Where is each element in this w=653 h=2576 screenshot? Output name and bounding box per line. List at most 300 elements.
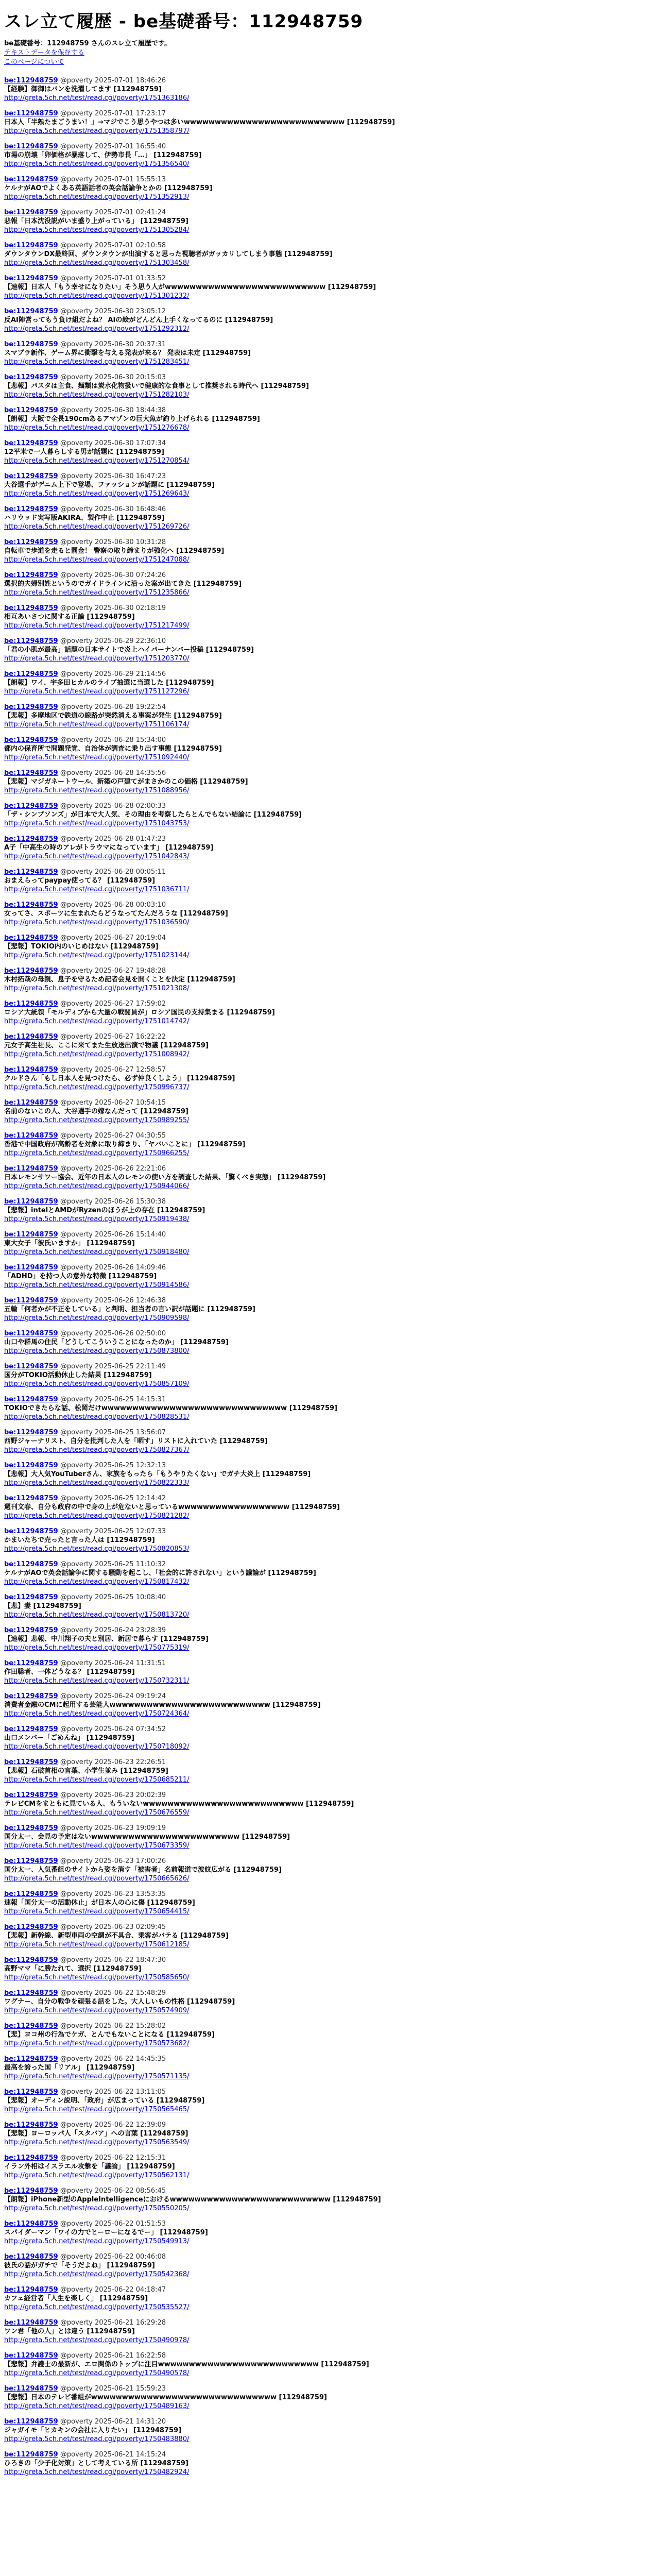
thread-header-line [4,1263,649,1272]
thread-url-row [4,786,649,795]
poster-be-link[interactable]: be:112948759 [4,2418,58,2426]
thread-url-link[interactable]: http://greta.5ch.net/test/read.cgi/poverty/1750775319/ [4,1644,190,1652]
thread-header-line [4,1725,649,1734]
thread-url-link[interactable]: http://greta.5ch.net/test/read.cgi/poverty/1750571135/ [4,2073,190,2080]
thread-url-link[interactable]: http://greta.5ch.net/test/read.cgi/poverty/1750822333/ [4,1479,190,1487]
board-and-timestamp: @poverty 2025-06-30 02:18:19 [60,604,166,612]
board-and-timestamp: @poverty 2025-06-28 19:22:54 [60,703,166,711]
thread-title: ひろきの「少子化対策」として考えている所 [112948759] [4,2460,188,2467]
thread-url-row [4,687,649,696]
thread-url-link[interactable]: http://greta.5ch.net/test/read.cgi/poverty/1750665626/ [4,1875,190,1883]
poster-be-link[interactable]: be:112948759 [4,2022,58,2030]
thread-title: ケルナがAOで英会話論争に関する騒動を起こし、「社会的に許されない」という議論が [112948759] [4,1569,316,1577]
poster-be-link[interactable]: be:112948759 [4,2088,58,2096]
thread-header-line [4,538,649,547]
poster-be-link[interactable]: be:112948759 [4,1956,58,1964]
thread-url-link[interactable]: http://greta.5ch.net/test/read.cgi/poverty/1751036711/ [4,886,190,893]
poster-be-link[interactable]: be:112948759 [4,1297,58,1304]
thread-url-row [4,2072,649,2081]
board-and-timestamp: @poverty 2025-06-30 16:47:23 [60,472,166,480]
poster-be-link[interactable]: be:112948759 [4,1165,58,1173]
thread-history-item [4,1428,649,1461]
thread-url-link[interactable]: http://greta.5ch.net/test/read.cgi/poverty/1750919438/ [4,1215,190,1223]
poster-be-link[interactable]: be:112948759 [4,1495,58,1502]
thread-header-line [4,1230,649,1239]
thread-url-row [4,588,649,597]
thread-url-link[interactable]: http://greta.5ch.net/test/read.cgi/poverty/1750612185/ [4,1941,190,1948]
poster-be-link[interactable]: be:112948759 [4,736,58,744]
thread-url-link[interactable]: http://greta.5ch.net/test/read.cgi/poverty/1751283451/ [4,358,190,366]
thread-title: ケルナがAOでよくある英語話者の英会話論争とかの [112948759] [4,184,213,192]
thread-url-link[interactable]: http://greta.5ch.net/test/read.cgi/poverty/1751270854/ [4,457,190,465]
poster-be-link[interactable]: be:112948759 [4,1264,58,1272]
thread-header-line [4,2187,649,2195]
thread-url-row [4,1050,649,1059]
thread-url-row [4,94,649,103]
thread-url-row [4,1874,649,1883]
thread-history-item [4,1230,649,1263]
thread-title: 【悲報】石破首相の言葉、小学生並み [112948759] [4,1767,168,1775]
thread-url-link[interactable]: http://greta.5ch.net/test/read.cgi/poverty/1751247088/ [4,556,190,564]
thread-url-link[interactable]: http://greta.5ch.net/test/read.cgi/poverty/1751036590/ [4,919,190,926]
poster-be-link[interactable]: be:112948759 [4,1692,58,1700]
thread-url-row [4,1775,649,1784]
thread-url-link[interactable]: http://greta.5ch.net/test/read.cgi/poverty/1750685211/ [4,1776,190,1784]
poster-be-link[interactable]: be:112948759 [4,209,58,216]
poster-be-link[interactable]: be:112948759 [4,1857,58,1865]
thread-history-item [4,1098,649,1131]
board-and-timestamp: @poverty 2025-06-25 13:56:07 [60,1429,166,1436]
poster-be-link[interactable]: be:112948759 [4,571,58,579]
thread-url-link[interactable]: http://greta.5ch.net/test/read.cgi/poverty/1750914586/ [4,1281,190,1289]
thread-url-link[interactable]: http://greta.5ch.net/test/read.cgi/poverty/1750820853/ [4,1545,190,1553]
thread-history-item [4,2351,649,2384]
thread-title: 香港で中国政府が高齢者を対象に取り締まり、「ヤバいことに」 [112948759] [4,1141,246,1148]
board-and-timestamp: @poverty 2025-06-22 12:39:09 [60,2121,166,2129]
poster-be-link[interactable]: be:112948759 [4,1824,58,1832]
thread-url-row [4,325,649,333]
thread-url-link[interactable]: http://greta.5ch.net/test/read.cgi/poverty/1751106174/ [4,721,190,728]
thread-title: おまえらってpaypay使ってる？ [112948759] [4,877,156,885]
thread-url-row [4,1446,649,1454]
poster-be-link[interactable]: be:112948759 [4,868,58,876]
board-and-timestamp: @poverty 2025-06-23 13:53:35 [60,1890,166,1898]
thread-url-link[interactable]: http://greta.5ch.net/test/read.cgi/poverty/1751023144/ [4,952,190,959]
thread-url-row [4,951,649,960]
thread-title: 【悲報】大人気YouTuberさん、家族をもったら「もうやりたくない」でガチ大炎上 [112948759] [4,1470,311,1478]
thread-url-link[interactable]: http://greta.5ch.net/test/read.cgi/poverty/1750813720/ [4,1611,190,1619]
board-and-timestamp: @poverty 2025-06-23 17:00:26 [60,1857,166,1865]
thread-header-line [4,1032,649,1041]
thread-header-line [4,1461,649,1470]
thread-url-link[interactable]: http://greta.5ch.net/test/read.cgi/poverty/1750483880/ [4,2435,190,2443]
thread-header-line [4,1296,649,1305]
thread-header-line [4,670,649,679]
poster-be-link[interactable]: be:112948759 [4,703,58,711]
poster-be-link[interactable]: be:112948759 [4,1033,58,1041]
poster-be-link[interactable]: be:112948759 [4,538,58,546]
poster-be-link[interactable]: be:112948759 [4,802,58,810]
thread-url-link[interactable]: http://greta.5ch.net/test/read.cgi/poverty/1750482924/ [4,2468,190,2476]
thread-url-link[interactable]: http://greta.5ch.net/test/read.cgi/poverty/1750909598/ [4,1314,190,1322]
board-and-timestamp: @poverty 2025-06-30 18:44:38 [60,406,166,414]
thread-history-item [4,2285,649,2318]
thread-url-link[interactable]: http://greta.5ch.net/test/read.cgi/poverty/1751008942/ [4,1050,190,1058]
thread-history-item [4,406,649,439]
board-and-timestamp: @poverty 2025-06-21 15:59:23 [60,2385,166,2393]
board-and-timestamp: @poverty 2025-07-01 02:41:24 [60,209,166,216]
thread-title: ワグナー、自分の戦争を頑張る話をした。大人しいもの性格 [112948759] [4,1998,235,2006]
thread-url-row [4,2336,649,2345]
poster-be-link[interactable]: be:112948759 [4,1989,58,1997]
thread-url-row [4,1347,649,1355]
poster-be-link[interactable]: be:112948759 [4,2286,58,2294]
thread-url-link[interactable]: http://greta.5ch.net/test/read.cgi/poverty/1750654415/ [4,1908,190,1916]
thread-title: 12平米で一人暮らしする男が話題に [112948759] [4,448,164,456]
poster-be-link[interactable]: be:112948759 [4,2187,58,2195]
thread-header-line [4,307,649,316]
thread-title: 消費者金融のCMに起用する芸能人wwwwwwwwwwwwwwwwwwwwwwwwww [112948759] [4,1701,321,1709]
thread-header-line [4,934,649,942]
thread-url-link[interactable]: http://greta.5ch.net/test/read.cgi/poverty/1751363186/ [4,94,190,102]
board-and-timestamp: @poverty 2025-06-25 12:07:33 [60,1528,166,1535]
thread-title: テレビCMをまともに見ている人、もういないwwwwwwwwwwwwwwwwwwwwwwwwww [112948759] [4,1800,354,1808]
thread-history-item [4,1758,649,1791]
poster-be-link[interactable]: be:112948759 [4,2319,58,2327]
thread-url-link[interactable]: http://greta.5ch.net/test/read.cgi/poverty/1750966255/ [4,1149,190,1157]
thread-header-line [4,1428,649,1437]
poster-be-link[interactable]: be:112948759 [4,2154,58,2162]
thread-history-item [4,1857,649,1890]
thread-url-link[interactable]: http://greta.5ch.net/test/read.cgi/poverty/1750996737/ [4,1083,190,1091]
thread-url-link[interactable]: http://greta.5ch.net/test/read.cgi/poverty/1751203770/ [4,655,190,663]
board-and-timestamp: @poverty 2025-06-21 16:22:58 [60,2352,166,2360]
thread-url-link[interactable]: http://greta.5ch.net/test/read.cgi/poverty/1750562131/ [4,2172,190,2179]
thread-header-line [4,241,649,250]
thread-header-line [4,2088,649,2096]
thread-url-row [4,2237,649,2246]
poster-be-link[interactable]: be:112948759 [4,1000,58,1008]
thread-title: イラン外相はイスラエル攻撃を「議論」 [112948759] [4,2163,175,2171]
board-and-timestamp: @poverty 2025-06-22 13:11:05 [60,2088,166,2096]
thread-url-link[interactable]: http://greta.5ch.net/test/read.cgi/poverty/1750563549/ [4,2139,190,2146]
thread-title: 【悲報】日本のテレビ番組がwwwwwwwwwwwwwwwwwwwwwwwwwwwwww [112948759] [4,2394,327,2401]
thread-history-item [4,1461,649,1494]
poster-be-link[interactable]: be:112948759 [4,670,58,678]
thread-title: 【悲報】TOKIO内のいじめはない [112948759] [4,943,159,951]
thread-header-line [4,2055,649,2063]
thread-url-link[interactable]: http://greta.5ch.net/test/read.cgi/poverty/1750873800/ [4,1347,190,1355]
about-page-link[interactable]: このページについて [4,58,64,66]
poster-be-link[interactable]: be:112948759 [4,2451,58,2459]
thread-header-line [4,1791,649,1800]
thread-title: スマブラ新作、ゲーム界に衝撃を与える発表が来る？ 発表は未定 [112948759] [4,349,251,357]
poster-be-link[interactable]: be:112948759 [4,1659,58,1667]
thread-header-line [4,175,649,184]
thread-history-item [4,1956,649,1989]
thread-title: 速報「国分太一の活動休止」が日本人の心に傷 [112948759] [4,1899,195,1907]
thread-url-link[interactable]: http://greta.5ch.net/test/read.cgi/poverty/1750542368/ [4,2270,190,2278]
poster-be-link[interactable]: be:112948759 [4,1561,58,1568]
poster-be-link[interactable]: be:112948759 [4,110,58,117]
poster-be-link[interactable]: be:112948759 [4,1791,58,1799]
thread-header-line [4,1329,649,1338]
thread-url-row [4,2171,649,2180]
thread-url-link[interactable]: http://greta.5ch.net/test/read.cgi/poverty/1750574909/ [4,2007,190,2014]
poster-be-link[interactable]: be:112948759 [4,308,58,315]
thread-url-link[interactable]: http://greta.5ch.net/test/read.cgi/poverty/1750673359/ [4,1842,190,1850]
thread-url-row [4,1413,649,1421]
thread-title: 自転車で歩道を走ると罰金！ 警察の取り締まりが強化へ [112948759] [4,547,225,555]
board-and-timestamp: @poverty 2025-06-24 11:31:51 [60,1659,166,1667]
thread-url-link[interactable]: http://greta.5ch.net/test/read.cgi/poverty/1750828531/ [4,1413,190,1421]
board-and-timestamp: @poverty 2025-06-28 01:47:23 [60,835,166,843]
thread-history-item [4,1824,649,1857]
board-and-timestamp: @poverty 2025-06-26 15:14:40 [60,1231,166,1239]
thread-url-link[interactable]: http://greta.5ch.net/test/read.cgi/poverty/1750490978/ [4,2336,190,2344]
thread-url-link[interactable]: http://greta.5ch.net/test/read.cgi/poverty/1750817432/ [4,1578,190,1586]
thread-url-link[interactable]: http://greta.5ch.net/test/read.cgi/poverty/1751305284/ [4,226,190,234]
thread-url-row [4,1017,649,1026]
thread-title: 木村拓哉の母親、息子を守るため記者会見を開くことを決定 [112948759] [4,976,235,984]
thread-url-row [4,720,649,729]
thread-history-item [4,2055,649,2088]
thread-url-row [4,1973,649,1982]
thread-header-line [4,2384,649,2393]
poster-be-link[interactable]: be:112948759 [4,637,58,645]
thread-title: 市場の崩壊「卵価格が暴落して、伊勢市長「…」 [112948759] [4,151,202,159]
thread-url-link[interactable]: http://greta.5ch.net/test/read.cgi/poverty/1751352913/ [4,193,190,201]
thread-header-line [4,769,649,777]
board-and-timestamp: @poverty 2025-06-28 14:35:56 [60,769,166,777]
poster-be-link[interactable]: be:112948759 [4,374,58,381]
thread-url-link[interactable]: http://greta.5ch.net/test/read.cgi/poverty/1750573682/ [4,2040,190,2047]
poster-be-link[interactable]: be:112948759 [4,242,58,249]
thread-title: 反AI陣営ってもう負け組だよね？ AIの絵がどんどん上手くなってるのに [112948759] [4,316,273,324]
thread-title: クルドさん「もし日本人を見つけたら、必ず仲良くしよう」 [112948759] [4,1075,235,1082]
thread-title: スパイダーマン「ワイの力でヒーローになるでー」 [112948759] [4,2229,208,2236]
thread-url-link[interactable]: http://greta.5ch.net/test/read.cgi/poverty/1751303458/ [4,259,190,267]
poster-be-link[interactable]: be:112948759 [4,439,58,447]
thread-header-line [4,1098,649,1107]
thread-url-link[interactable]: http://greta.5ch.net/test/read.cgi/poverty/1751358797/ [4,127,190,135]
thread-url-row [4,1248,649,1257]
board-and-timestamp: @poverty 2025-06-21 16:29:28 [60,2319,166,2327]
thread-header-line [4,736,649,744]
thread-url-link[interactable]: http://greta.5ch.net/test/read.cgi/poverty/1750676559/ [4,1809,190,1817]
poster-be-link[interactable]: be:112948759 [4,472,58,480]
thread-url-link[interactable]: http://greta.5ch.net/test/read.cgi/poverty/1751042843/ [4,853,190,860]
thread-url-link[interactable]: http://greta.5ch.net/test/read.cgi/poverty/1751269726/ [4,523,190,531]
thread-url-link[interactable]: http://greta.5ch.net/test/read.cgi/poverty/1751043753/ [4,820,190,827]
thread-url-link[interactable]: http://greta.5ch.net/test/read.cgi/poverty/1750989255/ [4,1116,190,1124]
thread-header-line [4,1164,649,1173]
thread-header-line [4,1494,649,1503]
poster-be-link[interactable]: be:112948759 [4,769,58,777]
board-and-timestamp: @poverty 2025-06-28 02:00:33 [60,802,166,810]
poster-be-link[interactable]: be:112948759 [4,176,58,183]
thread-url-link[interactable]: http://greta.5ch.net/test/read.cgi/poverty/1750944066/ [4,1182,190,1190]
thread-title: 【速報】日本人「もう幸せになりたい」そう思う人がwwwwwwwwwwwwwwwwwwwwwwwwww [112948759] [4,283,376,291]
poster-be-link[interactable]: be:112948759 [4,406,58,414]
thread-url-link[interactable]: http://greta.5ch.net/test/read.cgi/poverty/1751092440/ [4,754,190,761]
thread-url-link[interactable]: http://greta.5ch.net/test/read.cgi/poverty/1750550205/ [4,2205,190,2212]
thread-header-line [4,2154,649,2162]
poster-be-link[interactable]: be:112948759 [4,1396,58,1403]
thread-title: 彼氏の話がガチで「そうだよね」 [112948759] [4,2262,155,2269]
thread-url-link[interactable]: http://greta.5ch.net/test/read.cgi/poverty/1751301232/ [4,292,190,300]
thread-url-link[interactable]: http://greta.5ch.net/test/read.cgi/poverty/1751282103/ [4,391,190,399]
thread-url-row [4,1676,649,1685]
poster-be-link[interactable]: be:112948759 [4,2385,58,2393]
thread-history-item [4,1329,649,1362]
thread-title: 国分がTOKIO活動休止した結果 [112948759] [4,1371,152,1379]
poster-be-link[interactable]: be:112948759 [4,143,58,150]
thread-history-item [4,142,649,175]
thread-url-link[interactable]: http://greta.5ch.net/test/read.cgi/poverty/1750821282/ [4,1512,190,1520]
board-and-timestamp: @poverty 2025-06-25 11:10:32 [60,1561,166,1568]
poster-be-link[interactable]: be:112948759 [4,505,58,513]
thread-history-list [4,76,649,2483]
board-and-timestamp: @poverty 2025-07-01 17:23:17 [60,110,166,117]
thread-url-row [4,226,649,234]
thread-header-line [4,999,649,1008]
thread-url-link[interactable]: http://greta.5ch.net/test/read.cgi/poverty/1750490578/ [4,2369,190,2377]
thread-url-link[interactable]: http://greta.5ch.net/test/read.cgi/poverty/1750857109/ [4,1380,190,1388]
poster-be-link[interactable]: be:112948759 [4,835,58,843]
thread-url-link[interactable]: http://greta.5ch.net/test/read.cgi/poverty/1751292312/ [4,325,190,333]
poster-be-link[interactable]: be:112948759 [4,2253,58,2261]
thread-url-link[interactable]: http://greta.5ch.net/test/read.cgi/poverty/1750549913/ [4,2238,190,2245]
poster-be-link[interactable]: be:112948759 [4,1528,58,1535]
board-and-timestamp: @poverty 2025-06-26 15:30:38 [60,1198,166,1206]
thread-title: 【朗報】ワイ、宇多田ヒカルのライブ抽選に当選した [112948759] [4,679,214,687]
thread-url-link[interactable]: http://greta.5ch.net/test/read.cgi/poverty/1750827367/ [4,1446,190,1454]
thread-header-line [4,1692,649,1701]
thread-url-link[interactable]: http://greta.5ch.net/test/read.cgi/poverty/1751127296/ [4,688,190,696]
board-and-timestamp: @poverty 2025-06-28 00:05:11 [60,868,166,876]
poster-be-link[interactable]: be:112948759 [4,604,58,612]
poster-be-link[interactable]: be:112948759 [4,1890,58,1898]
thread-history-item [4,340,649,373]
thread-title: 山口メンバー「ごめんね」 [112948759] [4,1734,134,1742]
poster-be-link[interactable]: be:112948759 [4,2121,58,2129]
thread-url-link[interactable]: http://greta.5ch.net/test/read.cgi/poverty/1751269643/ [4,490,190,498]
poster-be-link[interactable]: be:112948759 [4,341,58,348]
thread-history-item [4,1131,649,1164]
thread-title: 元女子高生社長、ここに来てまた生放送出演で物議 [112948759] [4,1042,209,1049]
thread-history-item [4,736,649,769]
poster-be-link[interactable]: be:112948759 [4,1330,58,1337]
poster-be-link[interactable]: be:112948759 [4,1594,58,1601]
thread-header-line [4,1824,649,1833]
board-and-timestamp: @poverty 2025-06-29 22:36:10 [60,637,166,645]
thread-url-link[interactable]: http://greta.5ch.net/test/read.cgi/poverty/1751014742/ [4,1018,190,1025]
thread-url-link[interactable]: http://greta.5ch.net/test/read.cgi/poverty/1750724364/ [4,1710,190,1718]
thread-header-line [4,76,649,85]
poster-be-link[interactable]: be:112948759 [4,901,58,909]
save-text-link[interactable]: テキストデータを保存する [4,49,84,57]
poster-be-link[interactable]: be:112948759 [4,1626,58,1634]
board-and-timestamp: @poverty 2025-06-22 15:28:02 [60,2022,166,2030]
thread-header-line [4,2450,649,2459]
thread-url-row [4,621,649,630]
poster-be-link[interactable]: be:112948759 [4,2352,58,2360]
poster-be-link[interactable]: be:112948759 [4,1725,58,1733]
thread-url-link[interactable]: http://greta.5ch.net/test/read.cgi/poverty/1751356540/ [4,160,190,168]
thread-title: 【悲報】弁護士の最新が、エロ関係のトップに注目wwwwwwwwwwwwwwwwwwwwwwwwww [112948759] [4,2361,369,2368]
poster-be-link[interactable]: be:112948759 [4,1198,58,1206]
thread-url-link[interactable]: http://greta.5ch.net/test/read.cgi/poverty/1750732311/ [4,1677,190,1685]
poster-be-link[interactable]: be:112948759 [4,1429,58,1436]
board-and-timestamp: @poverty 2025-06-30 10:31:28 [60,538,166,546]
thread-url-row [4,1149,649,1158]
board-and-timestamp: @poverty 2025-06-27 19:48:28 [60,967,166,975]
thread-history-item [4,637,649,670]
board-and-timestamp: @poverty 2025-06-25 14:15:31 [60,1396,166,1403]
poster-be-link[interactable]: be:112948759 [4,2220,58,2228]
thread-header-line [4,208,649,217]
board-and-timestamp: @poverty 2025-06-30 23:05:12 [60,308,166,315]
poster-be-link[interactable]: be:112948759 [4,77,58,84]
thread-history-item [4,901,649,934]
board-and-timestamp: @poverty 2025-06-22 01:51:53 [60,2220,166,2228]
poster-be-link[interactable]: be:112948759 [4,934,58,942]
thread-url-link[interactable]: http://greta.5ch.net/test/read.cgi/poverty/1751217499/ [4,622,190,630]
board-and-timestamp: @poverty 2025-06-22 08:56:45 [60,2187,166,2195]
board-and-timestamp: @poverty 2025-06-25 22:11:49 [60,1363,166,1370]
poster-be-link[interactable]: be:112948759 [4,1066,58,1074]
thread-url-row [4,127,649,135]
thread-url-link[interactable]: http://greta.5ch.net/test/read.cgi/poverty/1750489163/ [4,2402,190,2410]
thread-title: 都内の保育所で問題発覚、自治体が調査に乗り出す事態 [112948759] [4,745,222,753]
thread-history-item [4,2384,649,2417]
thread-url-link[interactable]: http://greta.5ch.net/test/read.cgi/poverty/1750718092/ [4,1743,190,1751]
poster-be-link[interactable]: be:112948759 [4,1363,58,1370]
thread-history-item [4,1362,649,1395]
thread-history-item [4,1527,649,1560]
thread-url-link[interactable]: http://greta.5ch.net/test/read.cgi/poverty/1751021308/ [4,985,190,992]
thread-title: ワン君「他の人」とは違う [112948759] [4,2328,135,2335]
poster-be-link[interactable]: be:112948759 [4,2055,58,2063]
thread-header-line [4,2121,649,2129]
thread-url-link[interactable]: http://greta.5ch.net/test/read.cgi/poverty/1750565465/ [4,2106,190,2113]
thread-url-row [4,2402,649,2411]
poster-be-link[interactable]: be:112948759 [4,1923,58,1931]
thread-url-link[interactable]: http://greta.5ch.net/test/read.cgi/poverty/1750918480/ [4,1248,190,1256]
poster-be-link[interactable]: be:112948759 [4,1462,58,1469]
thread-header-line [4,1065,649,1074]
board-and-timestamp: @poverty 2025-06-22 04:18:47 [60,2286,166,2294]
thread-header-line [4,1758,649,1767]
thread-url-link[interactable]: http://greta.5ch.net/test/read.cgi/poverty/1750585650/ [4,1974,190,1981]
poster-be-link[interactable]: be:112948759 [4,1758,58,1766]
thread-title: 国分太一、会見の予定はないwwwwwwwwwwwwwwwwwwwwwwww [112948759] [4,1833,290,1841]
thread-title: TOKIOできたらな話、松岡だけwwwwwwwwwwwwwwwwwwwwwwwwwwwwww [112948759] [4,1404,337,1412]
poster-be-link[interactable]: be:112948759 [4,967,58,975]
poster-be-link[interactable]: be:112948759 [4,275,58,282]
thread-header-line [4,109,649,118]
thread-url-link[interactable]: http://greta.5ch.net/test/read.cgi/poverty/1751276678/ [4,424,190,432]
thread-url-link[interactable]: http://greta.5ch.net/test/read.cgi/poverty/1750535527/ [4,2303,190,2311]
poster-be-link[interactable]: be:112948759 [4,1099,58,1107]
thread-header-line [4,1956,649,1964]
thread-url-link[interactable]: http://greta.5ch.net/test/read.cgi/poverty/1751088956/ [4,787,190,794]
poster-be-link[interactable]: be:112948759 [4,1132,58,1140]
thread-title: ダウンタウンDX最終回、ダウンタウンが出演すると思った視聴者がガッカリしてしまう事態 [112948759] [4,250,333,258]
thread-url-link[interactable]: http://greta.5ch.net/test/read.cgi/poverty/1751235866/ [4,589,190,597]
poster-be-link[interactable]: be:112948759 [4,1231,58,1239]
